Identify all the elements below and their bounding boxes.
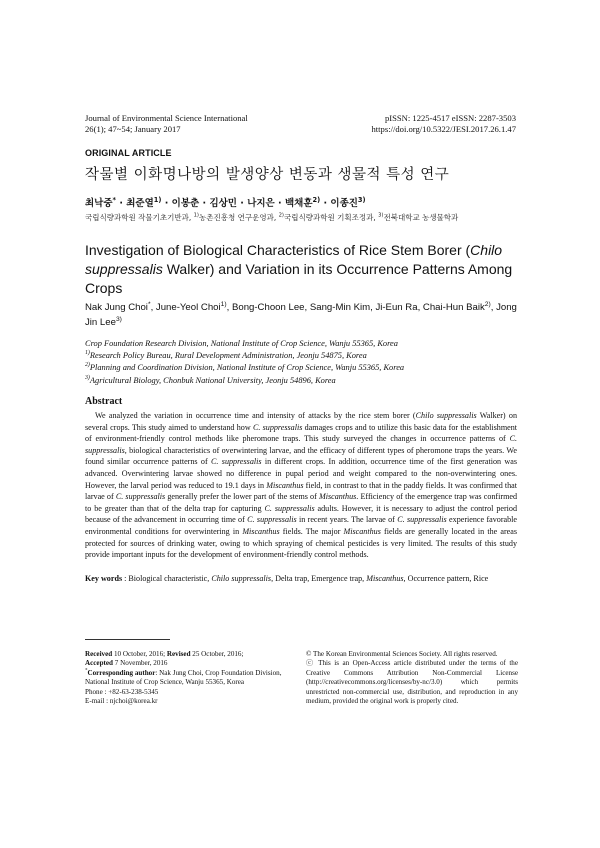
author-separator: · bbox=[116, 198, 127, 209]
journal-issn: pISSN: 1225-4517 eISSN: 2287-3503 bbox=[384, 113, 516, 123]
author-name: 이종진 bbox=[330, 198, 358, 209]
author-separator: , bbox=[490, 302, 497, 313]
affiliation-mark: 3) bbox=[85, 374, 90, 381]
author-affiliation-mark: 1) bbox=[153, 195, 162, 204]
species-name: Chilo suppressalis bbox=[211, 574, 272, 583]
author-separator: , bbox=[417, 302, 423, 313]
affiliation-text: 국립식량과학원 기획조정과, bbox=[283, 213, 379, 222]
author-separator: · bbox=[236, 198, 248, 209]
affiliation-mark: 2) bbox=[85, 362, 90, 369]
received-label: Received bbox=[85, 650, 113, 658]
text-run: , Occurrence pattern, Rice bbox=[403, 574, 489, 583]
text-run: fields. The major bbox=[279, 526, 344, 536]
species-name: Miscanthus bbox=[366, 574, 404, 583]
species-name: Miscanthus bbox=[343, 526, 381, 536]
english-affiliations bbox=[85, 338, 525, 387]
text-run: adults. However, it is necessary to adjust the control period because of the advancement in occurring time of bbox=[85, 503, 517, 525]
english-title-part2: Walker) and Variation in its Occurrence Patterns Among Crops bbox=[85, 261, 513, 296]
text-run: generally prefer the lower part of the stems of bbox=[165, 492, 319, 502]
received-date: 10 October, 2016; bbox=[112, 650, 167, 658]
korean-author-list bbox=[85, 195, 366, 209]
author-name: Sang-Min Kim bbox=[309, 302, 371, 313]
author-name: 이봉춘 bbox=[171, 198, 200, 209]
affiliation-mark: 2) bbox=[278, 212, 284, 219]
affiliation-mark: 1) bbox=[85, 350, 90, 357]
affiliation-line bbox=[85, 362, 525, 374]
author-name: Jong Jin Lee bbox=[85, 302, 517, 328]
english-title bbox=[85, 241, 525, 298]
keywords-list bbox=[122, 574, 488, 583]
author-name: 최준열 bbox=[126, 198, 154, 209]
author-affiliation-mark: 2) bbox=[484, 300, 491, 308]
english-title-species: Chilo suppressalis bbox=[85, 242, 503, 277]
author-separator: , bbox=[150, 302, 156, 313]
author-separator: , bbox=[304, 302, 310, 313]
affiliation-text: Agricultural Biology, Chonbuk National University, Jeonju 54896, Korea bbox=[89, 375, 336, 385]
affiliation-text: 전북대학교 농생물학과 bbox=[383, 213, 459, 222]
english-author-list bbox=[85, 300, 525, 330]
journal-volume: 26(1); 47~54; January 2017 bbox=[85, 124, 181, 134]
keywords-label: Key words bbox=[85, 574, 123, 583]
text-run: We analyzed the variation in occurrence time and intensity of attacks by the rice stem borer ( bbox=[95, 411, 416, 420]
affiliation-text: Crop Foundation Research Division, National Institute of Crop Science, Wanju 55365, Korea bbox=[85, 339, 398, 348]
text-run: , biological characteristics of overwintering larvae, and the efficacy of different types of pheromone traps the years. We found similar occurrence patterns of bbox=[85, 445, 517, 467]
author-name: June-Yeol Choi bbox=[155, 302, 221, 313]
author-affiliation-mark: * bbox=[112, 195, 117, 204]
author-separator: · bbox=[161, 198, 172, 209]
text-run: field, in contrast to that in the paddy fields. It was confirmed that larvae of bbox=[85, 480, 517, 502]
journal-identifiers bbox=[371, 113, 516, 135]
author-separator: , bbox=[226, 302, 232, 313]
corresponding-label: Corresponding author bbox=[87, 668, 156, 677]
species-name: Miscanthus bbox=[242, 526, 280, 536]
journal-name: Journal of Environmental Science International bbox=[85, 113, 248, 123]
revised-label: Revised bbox=[166, 650, 191, 658]
footnote-divider bbox=[85, 639, 170, 640]
text-run: Walker) on several crops. This study aimed to understand how bbox=[85, 411, 517, 432]
journal-doi-link[interactable]: https://doi.org/10.5322/JESI.2017.26.1.47 bbox=[371, 124, 516, 134]
email-line[interactable]: E-mail : njchoi@korea.kr bbox=[85, 697, 158, 706]
text-run: in different crops. In addition, occurrence time of the first generation was advanced. Overwintering larvae showed no difference in pupal period and weight compared to the non-overwintering ones. However, the larval period was reduced to 19.1 days in bbox=[85, 457, 517, 490]
author-name: Chai-Hun Baik bbox=[422, 302, 485, 313]
text-run: in recent years. The larvae of bbox=[296, 515, 398, 525]
article-history-footnote bbox=[85, 650, 295, 706]
affiliation-line bbox=[85, 350, 525, 362]
author-name: Nak Jung Choi bbox=[85, 302, 148, 313]
journal-info bbox=[85, 113, 248, 135]
author-affiliation-mark: 3) bbox=[115, 315, 122, 323]
author-name: 김상민 bbox=[209, 198, 237, 209]
accepted-date: 7 November, 2016 bbox=[112, 659, 168, 668]
author-affiliation-mark: 3) bbox=[357, 195, 366, 204]
author-name: 나지은 bbox=[247, 198, 275, 209]
korean-affiliations bbox=[85, 212, 458, 223]
accepted-label: Accepted bbox=[85, 659, 113, 668]
species-name: C. suppressalis bbox=[247, 515, 297, 525]
affiliation-line bbox=[85, 375, 525, 387]
license-text: ⓒ This is an Open-Access article distributed under the terms of the Creative Commons Attribution Non-Commercial License (http://creativecommons.org/licenses/by-nc/3.0) which permits unrestricted non-commercial use, distribution, and reproduction in any medium, provided the original work is properly cited. bbox=[306, 659, 518, 706]
species-name: C. suppressalis bbox=[397, 515, 447, 525]
copyright-line: © The Korean Environmental Sciences Society. All rights reserved. bbox=[306, 650, 498, 658]
author-name: Bong-Choon Lee bbox=[231, 302, 305, 313]
corresponding-author bbox=[85, 669, 295, 688]
text-run: . Efficiency of the emergence trap was confirmed to be greater than that of the delta trap for capturing bbox=[85, 492, 517, 513]
abstract-body bbox=[85, 410, 517, 561]
received-line bbox=[85, 650, 295, 659]
english-title-part1: Investigation of Biological Characteristics of Rice Stem Borer ( bbox=[85, 242, 471, 258]
phone-line: Phone : +82-63-238-5345 bbox=[85, 687, 159, 696]
author-affiliation-mark: * bbox=[147, 300, 151, 308]
affiliation-mark: 3) bbox=[378, 212, 384, 219]
author-affiliation-mark: 2) bbox=[312, 195, 321, 204]
author-name: 최낙중 bbox=[85, 198, 113, 209]
author-affiliation-mark: 1) bbox=[220, 300, 227, 308]
affiliation-line bbox=[85, 338, 525, 350]
article-type-label: ORIGINAL ARTICLE bbox=[85, 148, 172, 158]
author-name: Ji-Eun Ra bbox=[375, 302, 418, 313]
affiliation-mark: 1) bbox=[193, 212, 199, 219]
affiliation-text: 국립식량과학원 작물기초기반과, bbox=[85, 213, 194, 222]
abstract-heading: Abstract bbox=[85, 396, 123, 407]
species-name: C. suppressalis bbox=[115, 492, 166, 502]
keywords bbox=[85, 573, 517, 584]
author-separator: , bbox=[370, 302, 376, 313]
revised-date: 25 October, 2016; bbox=[190, 650, 244, 658]
author-separator: · bbox=[199, 198, 210, 209]
affiliation-text: 농촌진흥청 연구운영과, bbox=[198, 213, 279, 222]
korean-title: 작물별 이화명나방의 발생양상 변동과 생물적 특성 연구 bbox=[85, 167, 450, 183]
accepted-line bbox=[85, 659, 295, 668]
affiliation-text: Research Policy Bureau, Rural Development Administration, Jeonju 54875, Korea bbox=[89, 351, 367, 361]
species-name: C. suppressalis bbox=[85, 434, 517, 455]
author-separator: · bbox=[274, 198, 285, 209]
affiliation-text: Planning and Coordination Division, National Institute of Crop Science, Wanju 55365, Korea bbox=[89, 363, 405, 373]
text-run: : Biological characteristic, bbox=[122, 574, 212, 583]
species-name: C. suppressalis bbox=[252, 422, 303, 432]
species-name: Chilo suppressalis bbox=[415, 411, 477, 420]
text-run: , Delta trap, Emergence trap, bbox=[271, 574, 367, 583]
corresponding-mark: * bbox=[85, 668, 88, 674]
text-run: experience favorable environmental conditions for overwintering in bbox=[85, 515, 518, 536]
text-run: damages crops and to utilize this basic data for the establishment of environment-friendly control methods like pheromone traps. This study surveyed the changes in occurrence patterns of bbox=[85, 422, 518, 444]
corresponding-text: : Nak Jung Choi, Crop Foundation Division, National Institute of Crop Science, Wanju 55365, Korea bbox=[85, 668, 282, 687]
species-name: C. suppressalis bbox=[264, 503, 315, 513]
species-name: Miscanthus bbox=[266, 480, 304, 490]
license-footnote bbox=[306, 650, 518, 706]
author-separator: · bbox=[320, 198, 331, 209]
text-run: fields are generally located in the areas protected for sources of drinking water, owing to which spraying of chemical pesticides is very limited. The results of this study provide important inputs for the development of environment-friendly control methods. bbox=[85, 526, 517, 560]
author-name: 백채훈 bbox=[284, 198, 313, 209]
species-name: Miscanthus bbox=[318, 492, 357, 502]
species-name: C. suppressalis bbox=[211, 457, 262, 467]
